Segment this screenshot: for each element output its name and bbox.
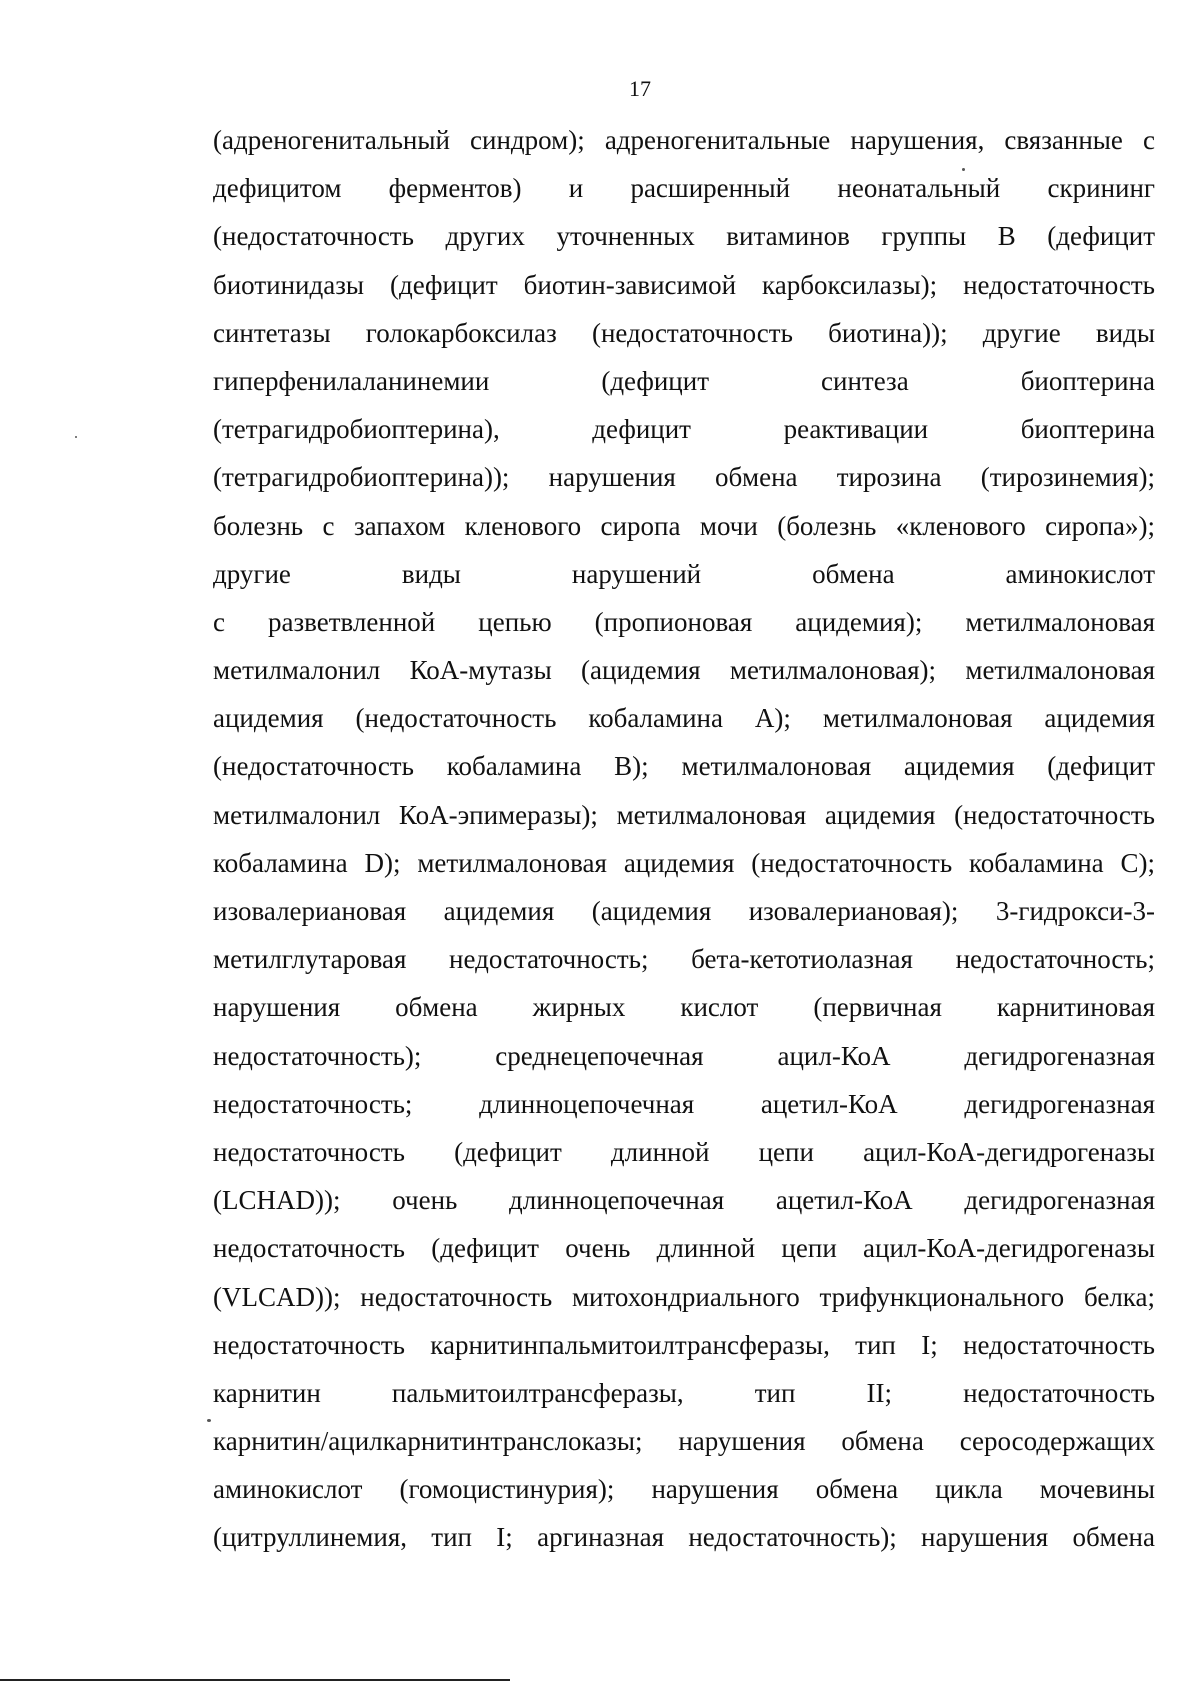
text-line: (недостаточность других уточненных витаминов группы В (дефицит — [213, 221, 1155, 252]
text-line: гиперфенилаланинемии (дефицит синтеза биоптерина — [213, 365, 1155, 396]
page-number: 17 — [629, 76, 651, 101]
text-line: метилглутаровая недостаточность; бета-кетотиолазная недостаточность; — [213, 944, 1155, 975]
text-line: (VLCAD)); недостаточность митохондриального трифункционального белка; — [213, 1281, 1155, 1312]
text-line: (тетрагидробиоптерина), дефицит реактивации биоптерина — [213, 414, 1155, 445]
body-text — [213, 116, 1155, 1562]
text-line: метилмалонил КоА-мутазы (ацидемия метилмалоновая); метилмалоновая — [213, 655, 1155, 686]
text-line: недостаточность карнитинпальмитоилтрансферазы, тип I; недостаточность — [213, 1329, 1155, 1360]
text-line: кобаламина D); метилмалоновая ацидемия (недостаточность кобаламина С); — [213, 847, 1155, 878]
text-line: (адреногенитальный синдром); адреногенитальные нарушения, связанные с — [213, 125, 1155, 155]
text-line: недостаточность); среднецепочечная ацил-КоА дегидрогеназная — [213, 1040, 1155, 1071]
text-line: карнитин пальмитоилтрансферазы, тип II; недостаточность — [213, 1377, 1155, 1408]
text-line: с разветвленной цепью (пропионовая ацидемия); метилмалоновая — [213, 606, 1155, 637]
scan-artifact-dot — [207, 1419, 211, 1422]
text-line: недостаточность (дефицит длинной цепи ацил-КоА-дегидрогеназы — [213, 1136, 1155, 1167]
text-line: дефицитом ферментов) и расширенный неонатальный скрининг — [213, 173, 1155, 204]
text-line: аминокислот (гомоцистинурия); нарушения обмена цикла мочевины — [213, 1474, 1155, 1505]
text-line: (LCHAD)); очень длинноцепочечная ацетил-КоА дегидрогеназная — [213, 1185, 1155, 1216]
text-line: другие виды нарушений обмена аминокислот — [213, 558, 1155, 589]
text-line: ацидемия (недостаточность кобаламина А); метилмалоновая ацидемия — [213, 703, 1155, 734]
text-line: изовалериановая ацидемия (ацидемия изовалериановая); 3-гидрокси-3- — [213, 896, 1155, 926]
scan-artifact-dot — [75, 436, 77, 438]
text-line: метилмалонил КоА-эпимеразы); метилмалоновая ацидемия (недостаточность — [213, 799, 1155, 830]
scan-artifact-dot — [962, 168, 965, 171]
text-line: (тетрагидробиоптерина)); нарушения обмена тирозина (тирозинемия); — [213, 462, 1155, 493]
text-line: карнитин/ацилкарнитинтранслоказы; нарушения обмена серосодержащих — [213, 1426, 1155, 1457]
footer-rule — [0, 1679, 510, 1681]
text-line: биотинидазы (дефицит биотин-зависимой карбоксилазы); недостаточность — [213, 269, 1155, 300]
text-line: болезнь с запахом кленового сиропа мочи (болезнь «кленового сиропа»); — [213, 510, 1155, 541]
text-line: синтетазы голокарбоксилаз (недостаточность биотина)); другие виды — [213, 317, 1155, 348]
text-line: недостаточность; длинноцепочечная ацетил-КоА дегидрогеназная — [213, 1088, 1155, 1119]
text-line: (недостаточность кобаламина В); метилмалоновая ацидемия (дефицит — [213, 751, 1155, 782]
text-line: (цитруллинемия, тип I; аргиназная недостаточность); нарушения обмена — [213, 1522, 1155, 1553]
text-line: нарушения обмена жирных кислот (первичная карнитиновая — [213, 992, 1155, 1023]
text-line: недостаточность (дефицит очень длинной цепи ацил-КоА-дегидрогеназы — [213, 1233, 1155, 1264]
